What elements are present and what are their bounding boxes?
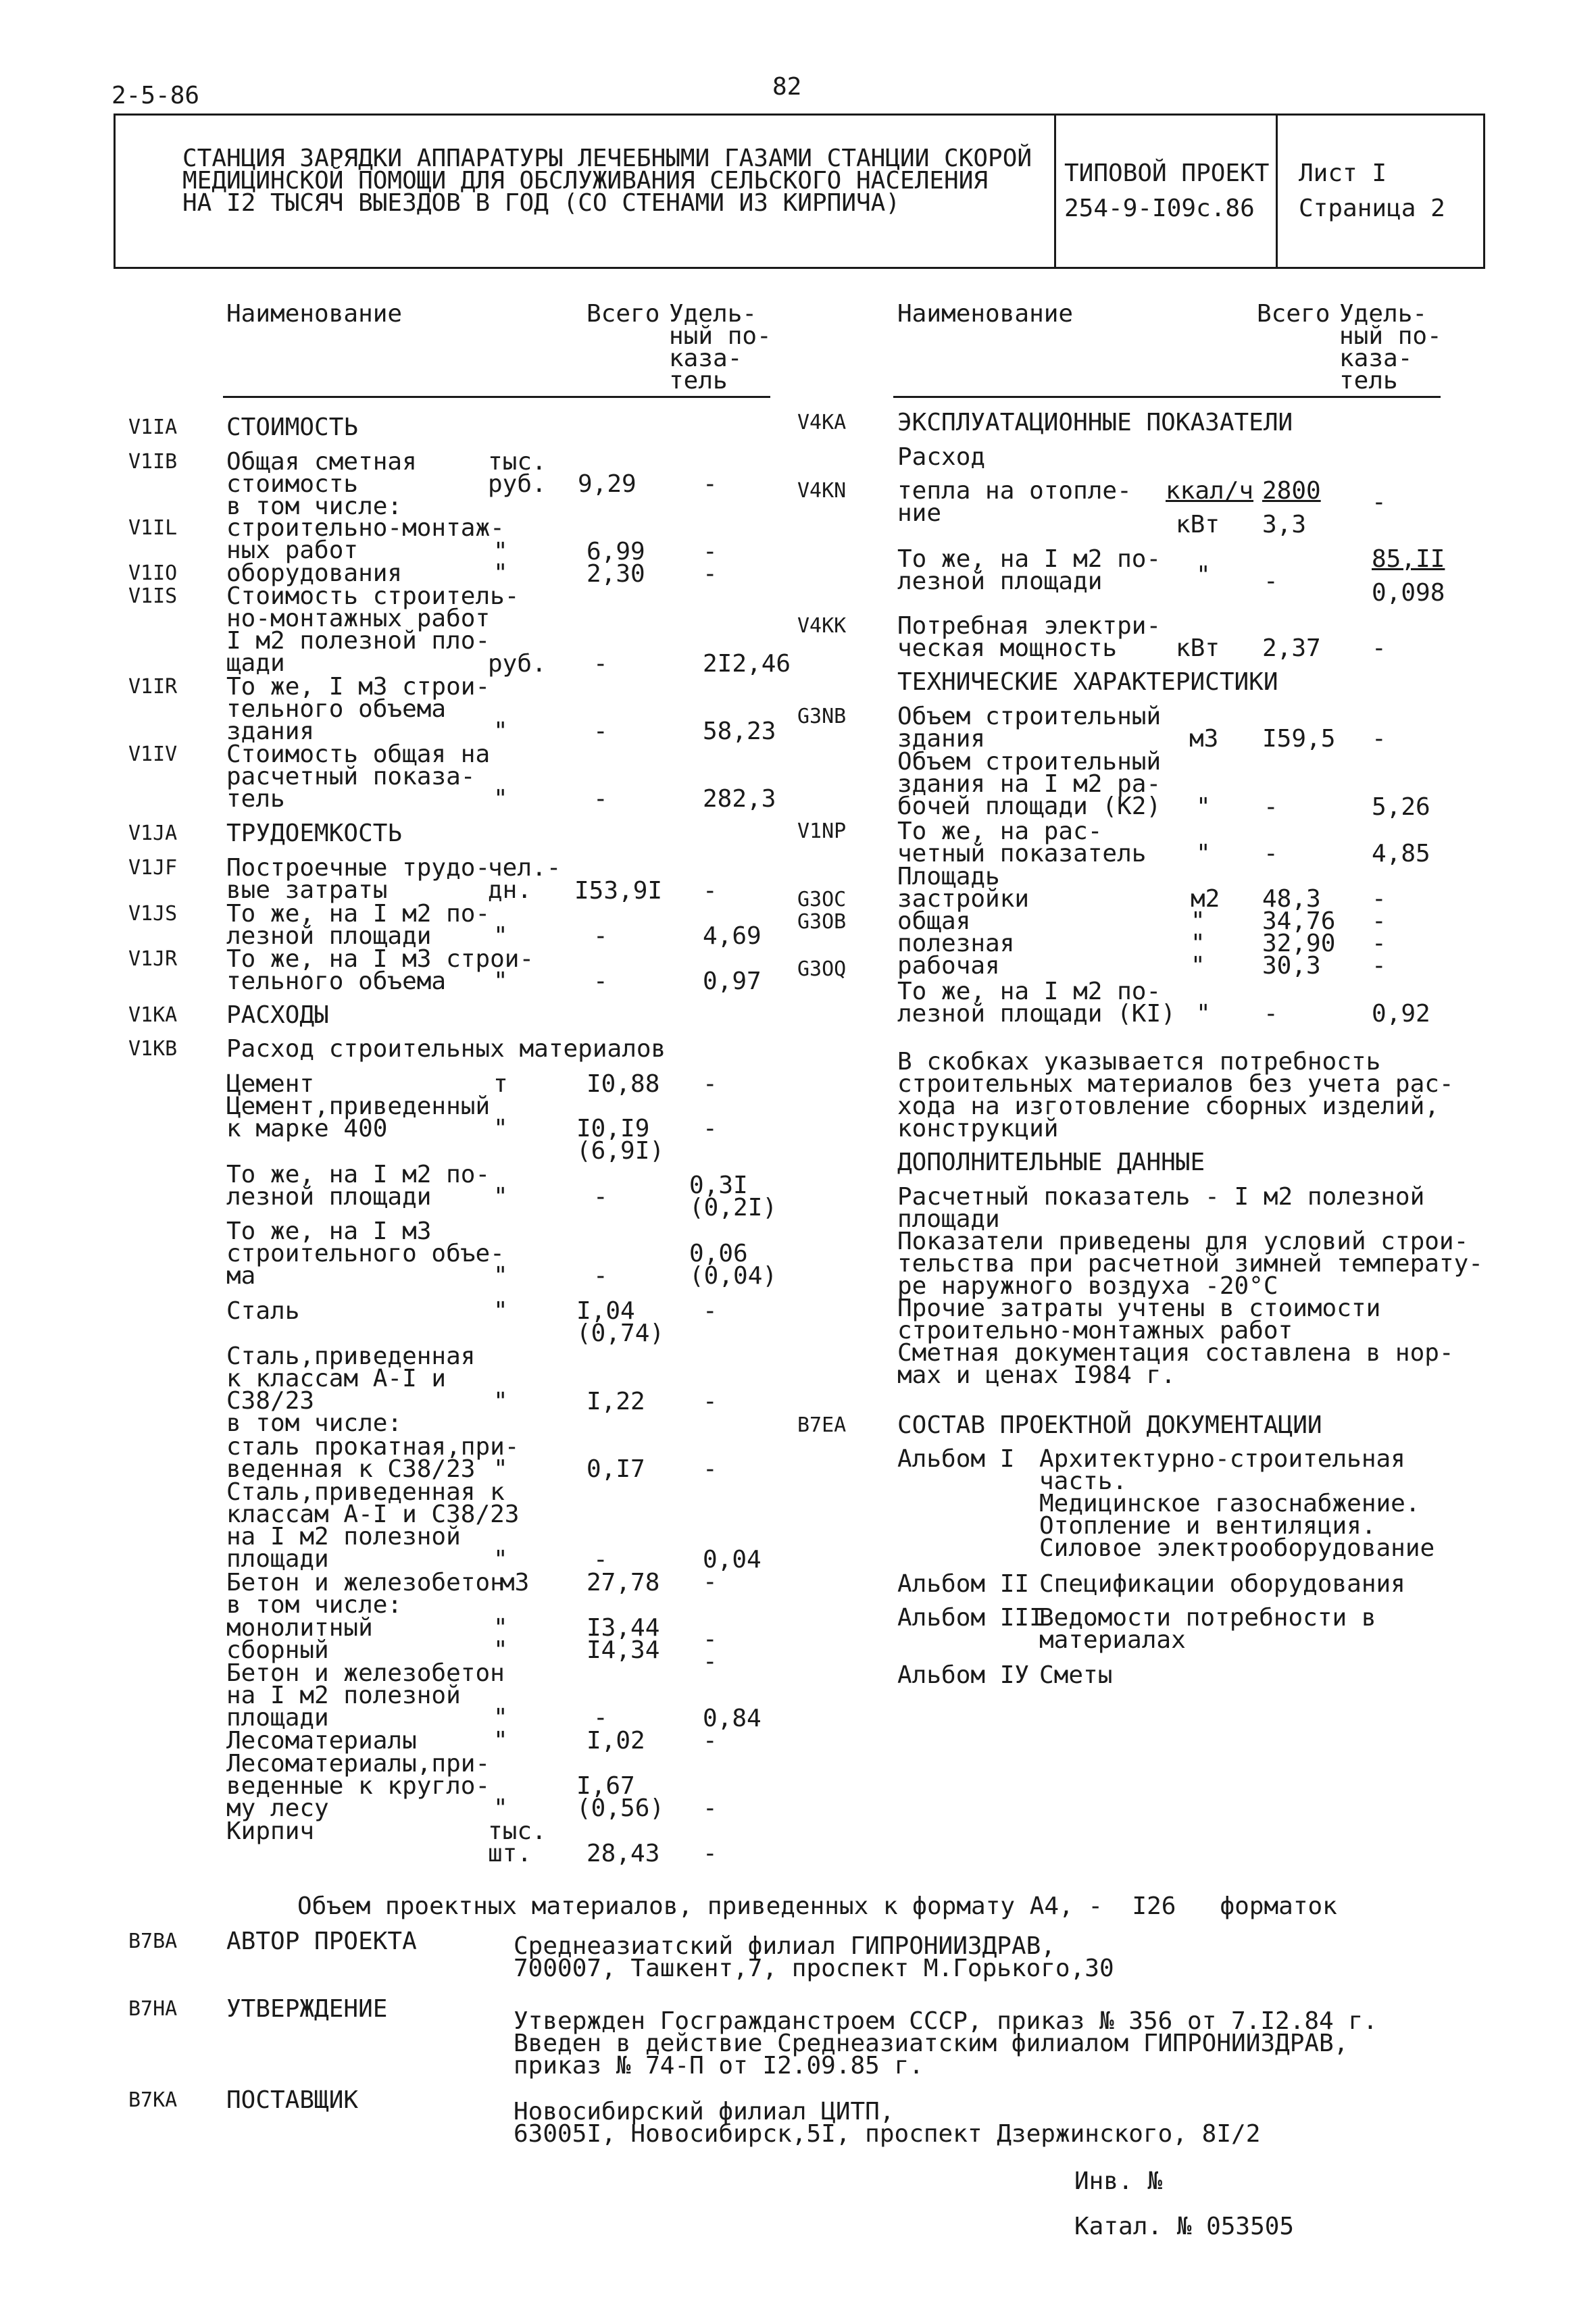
item-specific: - [1372, 725, 1387, 753]
item-specific: - [703, 1794, 718, 1822]
item-total: I,67 (0,56) [576, 1772, 665, 1822]
item-total: - [593, 922, 608, 950]
row-code: V1JR [128, 947, 178, 971]
item-total: 3,3 [1262, 511, 1307, 538]
title-divider-2 [1276, 114, 1278, 269]
album-text: Архитектурно-строительная часть. Медицинское газоснабжение. Отопление и вентиляция. Силовое электрооборудование [1039, 1445, 1435, 1562]
item-name: Расчетный показатель - I м2 полезной площади Показатели приведены для условий строи- тельства при расчетной зимней температу- ре наружного воздуха -20°С Прочие затраты учтены в стоимости строительно-монтажных работ Сметная документация составлена в нор- мах и ценах I984 г. [897, 1183, 1483, 1389]
row-code: V1KA [128, 1003, 178, 1027]
item-specific: - [703, 1455, 718, 1483]
item-name: оборудования [226, 559, 403, 587]
item-specific: - - - - [1372, 885, 1387, 980]
item-name: строительно-монтаж- ных работ [226, 514, 505, 564]
item-total: - [593, 785, 608, 813]
item-total: - [593, 967, 608, 995]
item-total: - [593, 1262, 608, 1290]
item-total: - [593, 1546, 608, 1574]
item-name: То же, на I м2 по- лезной площади [897, 545, 1162, 595]
item-specific: - - [703, 1626, 718, 1676]
row-code: V1IO [128, 561, 178, 585]
item-name: То же, на I м3 строительного объе- ма [226, 1217, 505, 1290]
row-code: V1KB [128, 1037, 178, 1061]
item-name: сталь прокатная,при- веденная к С38/23 [226, 1433, 520, 1483]
item-unit: " " [493, 1614, 508, 1664]
item-total: 6,99 2,30 [587, 538, 645, 588]
item-specific: - [703, 877, 718, 905]
album-text: Сметы [1039, 1661, 1113, 1689]
item-total: 0,I7 [587, 1455, 645, 1483]
sheet-label: Лист I [1299, 159, 1387, 187]
row-code: V1IL [128, 516, 178, 540]
item-name: Цемент [226, 1070, 315, 1098]
item-specific: 5,26 [1372, 793, 1430, 821]
row-code: V1JS [128, 902, 178, 926]
author-label: АВТОР ПРОЕКТА [226, 1928, 417, 1955]
supplier-text: Новосибирский филиал ЦИТП, 63005I, Новосибирск,5I, проспект Дзержинского, 8I/2 [514, 2098, 1261, 2148]
item-unit: чел.- дн. [488, 854, 562, 904]
item-specific: - [703, 1070, 718, 1098]
col-header-underline-right [893, 396, 1441, 398]
item-total: I0,88 [587, 1070, 660, 1098]
item-total: - [593, 1183, 608, 1211]
item-name: Площадь застройки общая полезная рабочая [897, 863, 1030, 980]
item-specific: - [1372, 634, 1387, 662]
item-name: Потребная электри- ческая мощность [897, 612, 1162, 662]
item-name: Стоимость строитель- но-монтажных работ I м2 полезной пло- щади [226, 582, 520, 677]
album-label: Альбом I [897, 1445, 1015, 1473]
item-unit: " [493, 1262, 508, 1290]
title-divider-1 [1054, 114, 1056, 269]
item-unit: руб. [488, 650, 547, 678]
item-unit: " [1196, 793, 1211, 821]
item-unit: кВт [1176, 634, 1220, 662]
item-specific: 0,06 (0,04) [689, 1240, 778, 1290]
item-name: Расход [897, 443, 986, 471]
item-total: 27,78 [587, 1569, 660, 1596]
row-code: V1IS [128, 584, 178, 608]
item-name: ТЕХНИЧЕСКИЕ ХАРАКТЕРИСТИКИ [897, 668, 1278, 696]
item-specific: 2I2,46 [703, 650, 791, 678]
item-name: Объем строительный здания [897, 703, 1162, 753]
item-total: 28,43 [587, 1840, 660, 1867]
item-unit: " [493, 1455, 508, 1483]
item-unit: м3 [1189, 725, 1219, 753]
catalog-number: Катал. № 053505 [1074, 2213, 1295, 2240]
item-unit: " [493, 559, 508, 587]
col-header-underline [223, 396, 770, 398]
inventory-number: Инв. № [1074, 2167, 1163, 2195]
item-total: I,02 [587, 1727, 645, 1755]
item-unit: " [493, 1115, 508, 1142]
item-total: I0,I9 (6,9I) [576, 1115, 665, 1165]
item-name: То же, на рас- четный показатель [897, 818, 1147, 867]
item-specific: 85,II [1372, 545, 1445, 573]
item-specific: 282,3 [703, 785, 776, 813]
item-name: Бетон и железобетон на I м2 полезной площади [226, 1659, 505, 1732]
item-total: 2,37 [1262, 634, 1321, 662]
item-specific: 0,92 [1372, 1000, 1430, 1028]
project-number: 254-9-I09с.86 [1064, 195, 1255, 222]
item-unit: " [1196, 840, 1211, 867]
item-name: Общая сметная стоимость в том числе: [226, 448, 417, 520]
item-unit: " [1196, 561, 1211, 589]
item-unit: " [1196, 1000, 1211, 1028]
item-name: Лесоматериалы,при- веденные к кругло- му лесу [226, 1750, 491, 1822]
col-header-total-right: Всего [1257, 300, 1330, 328]
item-total: - [1264, 840, 1278, 867]
item-unit: " [493, 1727, 508, 1755]
item-unit: ккал/ч [1166, 477, 1254, 505]
item-total: - [593, 718, 608, 745]
row-code: V1JA [128, 822, 178, 845]
item-unit: " [493, 538, 508, 565]
item-name: То же, I м3 строи- тельного объема здания [226, 673, 491, 745]
item-name: монолитный сборный [226, 1614, 373, 1664]
item-name: Цемент,приведенный к марке 400 [226, 1092, 491, 1142]
item-total: - [593, 650, 608, 678]
album-label: Альбом IУ [897, 1661, 1030, 1689]
item-total: I3,44 I4,34 [587, 1614, 660, 1664]
page-label: Страница 2 [1299, 195, 1445, 222]
item-unit: " [493, 1794, 508, 1822]
item-name: тепла на отопле- ние [897, 477, 1132, 527]
item-specific: 0,098 [1372, 579, 1445, 607]
item-unit: кВт [1176, 511, 1220, 538]
item-total: 48,3 34,76 32,90 30,3 [1262, 885, 1336, 980]
item-name: То же, на I м2 по- лезной площади [226, 900, 491, 950]
item-unit: м2 " " " [1191, 885, 1220, 980]
item-unit: " [493, 1297, 508, 1325]
item-name: Построечные трудо- вые затраты [226, 854, 491, 904]
item-unit: м3 [500, 1569, 530, 1596]
item-name: СТОИМОСТЬ [226, 413, 359, 441]
row-code: V4KA [797, 411, 847, 434]
col-header-name: Наименование [226, 300, 403, 328]
item-name: ТРУДОЕМКОСТЬ [226, 820, 403, 847]
row-code: G3NB [797, 705, 847, 728]
approval-label: УТВЕРЖДЕНИЕ [226, 1995, 388, 2023]
item-total: I59,5 [1262, 725, 1336, 753]
item-specific: - [703, 1115, 718, 1142]
item-name: Сталь,приведенная к классам А-I и С38/23 в том числе: [226, 1342, 476, 1437]
item-specific: - [703, 1388, 718, 1415]
item-unit: тыс. руб. [488, 448, 547, 498]
item-specific: - [1372, 488, 1387, 516]
item-total: I53,9I [574, 877, 663, 905]
item-specific: 0,84 - [703, 1705, 762, 1755]
row-code: G3OQ [797, 957, 847, 981]
footer-code: B7BA [128, 1930, 178, 1953]
item-name: В скобках указывается потребность строительных материалов без учета рас- хода на изготовление сборных изделий, конструкций [897, 1048, 1454, 1142]
item-unit: " [493, 922, 508, 950]
item-total: I,04 (0,74) [576, 1297, 665, 1347]
item-name: СОСТАВ ПРОЕКТНОЙ ДОКУМЕНТАЦИИ [897, 1411, 1322, 1439]
item-total: - [1264, 793, 1278, 821]
row-code: V1IB [128, 450, 178, 474]
item-name: Кирпич [226, 1817, 315, 1845]
row-code: G3OC G3OB [797, 888, 847, 934]
item-name: РАСХОДЫ [226, 1001, 329, 1029]
row-code: B7EA [797, 1413, 847, 1437]
item-specific: 58,23 [703, 718, 776, 745]
item-unit: " [493, 1546, 508, 1574]
col-header-total: Всего [587, 300, 660, 328]
item-name: Стоимость общая на расчетный показа- тель [226, 740, 491, 813]
item-specific: - - [703, 538, 718, 588]
item-unit: " [493, 1388, 508, 1415]
item-total: I,22 [587, 1388, 645, 1415]
item-specific: - [703, 1297, 718, 1325]
item-specific: - [703, 470, 718, 498]
author-text: Среднеазиатский филиал ГИПРОНИИЗДРАВ, 700007, Ташкент,7, проспект М.Горького,30 [514, 1932, 1114, 1982]
item-name: Бетон и железобетон в том числе: [226, 1569, 505, 1619]
item-name: Объем строительный здания на I м2 ра- бочей площади (K2) [897, 748, 1162, 820]
item-unit: " [493, 1704, 508, 1732]
item-specific: 0,97 [703, 967, 762, 995]
item-name: Расход строительных материалов [226, 1035, 666, 1063]
col-header-specific: Удель- ный по- каза- тель [669, 300, 772, 395]
item-name: ЭКСПЛУАТАЦИОННЫЕ ПОКАЗАТЕЛИ [897, 409, 1293, 436]
item-total: - [1264, 1000, 1278, 1028]
row-code: V1NP [797, 820, 847, 843]
item-unit: " [493, 967, 508, 995]
item-name: То же, на I м2 по- лезной площади [226, 1161, 491, 1211]
item-specific: 0,04 - [703, 1546, 762, 1596]
col-header-name-right: Наименование [897, 300, 1074, 328]
item-total: - [1264, 568, 1278, 595]
item-total: 2800 [1262, 477, 1321, 505]
row-code: V1IA [128, 416, 178, 439]
item-unit: " [493, 718, 508, 745]
item-name: То же, на I м2 по- лезной площади (KI) [897, 978, 1176, 1028]
item-unit: т [493, 1070, 508, 1098]
item-total: 9,29 [578, 470, 637, 498]
volume-line: Объем проектных материалов, приведенных к формату А4, - I26 форматок [297, 1892, 1337, 1920]
row-code: V1IR [128, 675, 178, 699]
supplier-label: ПОСТАВЩИК [226, 2086, 359, 2114]
album-label: Альбом III [897, 1604, 1044, 1632]
document-code: 2-5-86 [111, 82, 200, 109]
item-total: - [593, 1704, 608, 1732]
row-code: V4KN [797, 479, 847, 503]
item-specific: 4,85 [1372, 840, 1430, 867]
row-code: V4KK [797, 614, 847, 638]
col-header-specific-right: Удель- ный по- каза- тель [1339, 300, 1442, 395]
item-unit: " [493, 785, 508, 813]
item-specific: 4,69 [703, 922, 762, 950]
project-label: ТИПОВОЙ ПРОЕКТ [1064, 159, 1270, 187]
item-unit: " [493, 1183, 508, 1211]
item-name: Сталь [226, 1297, 300, 1325]
footer-code: B7HA [128, 1997, 178, 2021]
row-code: V1IV [128, 743, 178, 766]
item-specific: 0,3I (0,2I) [689, 1172, 778, 1222]
approval-text: Утвержден Госгражданстроем СССР, приказ № 356 от 7.I2.84 г. Введен в действие Среднеазиатским филиалом ГИПРОНИИЗДРАВ, приказ № 74-П от I2.09.85 г. [514, 2007, 1378, 2080]
item-specific: - [703, 1840, 718, 1867]
footer-code: B7KA [128, 2088, 178, 2112]
item-name: Лесоматериалы [226, 1727, 417, 1755]
item-name: То же, на I м3 строи- тельного объема [226, 945, 534, 995]
album-text: Ведомости потребности в материалах [1039, 1604, 1376, 1654]
item-name: Сталь,приведенная к классам А-I и С38/23 на I м2 полезной площади [226, 1478, 520, 1573]
document-title: СТАНЦИЯ ЗАРЯДКИ АППАРАТУРЫ ЛЕЧЕБНЫМИ ГАЗАМИ СТАНЦИИ СКОРОЙ МЕДИЦИНСКОЙ ПОМОЩИ ДЛЯ ОБСЛУЖИВАНИЯ СЕЛЬСКОГО НАСЕЛЕНИЯ НА I2 ТЫСЯЧ ВЫЕЗДОВ В ГОД (СО СТЕНАМИ ИЗ КИРПИЧА) [182, 145, 1032, 217]
album-label: Альбом II [897, 1570, 1030, 1598]
item-name: ДОПОЛНИТЕЛЬНЫЕ ДАННЫЕ [897, 1149, 1205, 1176]
page-number: 82 [772, 73, 802, 101]
album-text: Спецификации оборудования [1039, 1570, 1405, 1598]
row-code: V1JF [128, 856, 178, 880]
item-unit: тыс. шт. [488, 1817, 547, 1867]
